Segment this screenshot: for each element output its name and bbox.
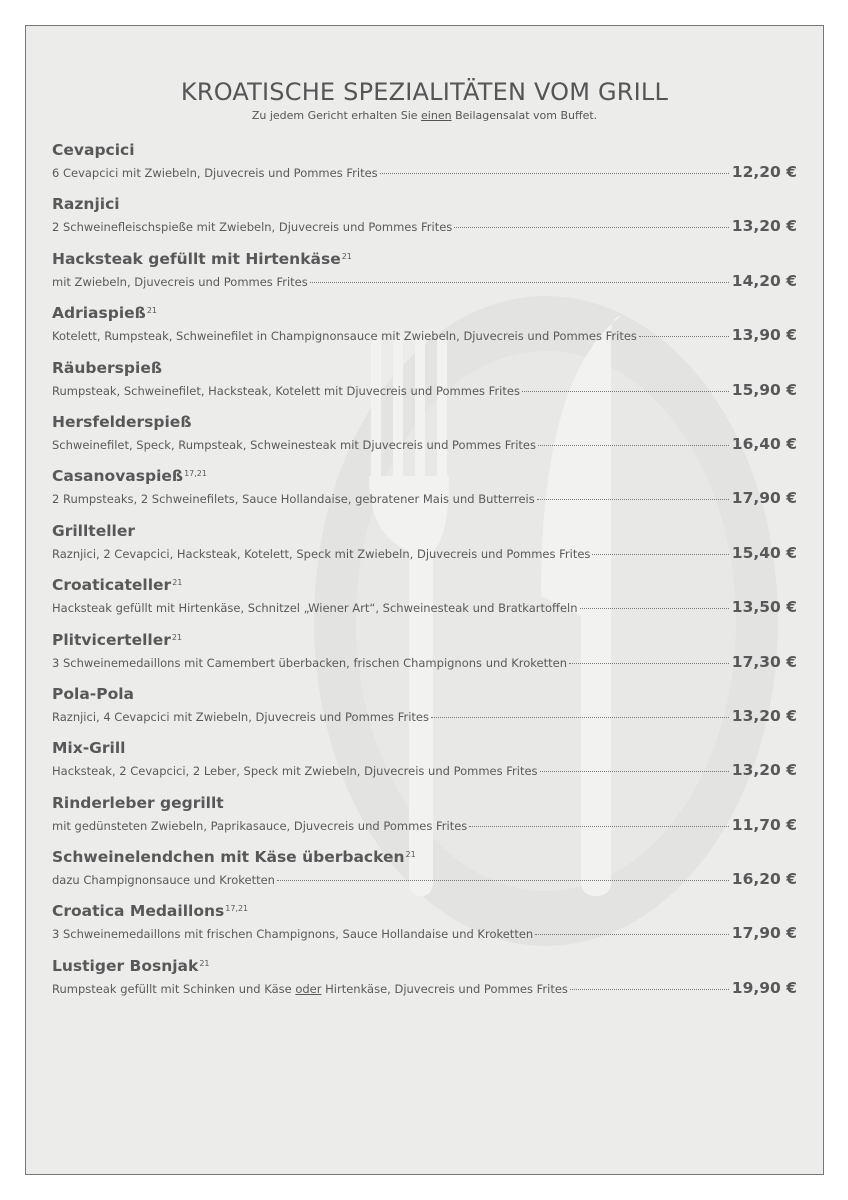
dot-leader [310,282,729,283]
dish-price: 13,90 € [731,326,797,345]
menu-item [52,249,797,303]
dish-price: 14,20 € [731,271,797,290]
dot-leader [538,445,729,446]
dish-name-text: Pola-Pola [52,684,134,703]
dish-description: 3 Schweinemedaillons mit Camembert überbacken, frischen Champignons und Kroketten [52,655,567,670]
dish-name [52,412,797,432]
dish-name-text: Mix-Grill [52,739,126,758]
dish-description: Rumpsteak, Schweinefilet, Hacksteak, Kotelett mit Djuvecreis und Pommes Frites [52,383,520,398]
dish-price: 17,30 € [731,652,797,671]
dish-name [52,738,797,758]
dish-price: 13,20 € [731,217,797,236]
dish-name [52,194,797,214]
dot-leader [535,934,729,935]
page-title: KROATISCHE SPEZIALITÄTEN VOM GRILL [180,78,669,106]
dish-row [52,760,797,780]
dish-description-underlined: oder [295,981,322,996]
subtitle-text-start: Zu jedem Gericht erhalten Sie [251,109,422,122]
dish-description: mit gedünsteten Zwiebeln, Paprikasauce, Djuvecreis und Pommes Frites [52,818,468,833]
dish-name [52,358,797,378]
dish-name-text: Rinderleber gegrillt [52,793,224,812]
allergen-note: 21 [171,632,183,642]
dish-name-text: Adriaspieß [52,304,146,323]
dish-description: 6 Cevapcici mit Zwiebeln, Djuvecreis und Pommes Frites [52,166,378,180]
dish-price: 19,90 € [731,978,797,997]
dot-leader [592,554,728,555]
menu-item [52,847,797,901]
menu-item [52,630,797,684]
dish-description: Hacksteak gefüllt mit Hirtenkäse, Schnitzel „Wiener Art“, Schweinesteak und Bratkartoffeln [52,601,578,616]
menu-item [52,901,797,955]
dot-leader [580,608,729,609]
menu-page [25,25,824,1175]
dish-name [52,140,797,160]
dish-row [52,815,797,835]
dish-description: Schweinefilet, Speck, Rumpsteak, Schweinesteak mit Djuvecreis und Pommes Frites [52,437,536,452]
menu-item [52,140,797,194]
dish-description: mit Zwiebeln, Djuvecreis und Pommes Frites [52,274,308,289]
dish-name [52,793,797,813]
dish-price: 13,50 € [731,598,797,617]
dish-name-text: Lustiger Bosnjak [52,956,199,975]
subtitle-text-end: Beilagensalat vom Buffet. [451,109,598,122]
dish-name-text: Casanovaspieß [52,467,184,486]
dish-price: 15,90 € [731,380,797,399]
dish-price: 17,90 € [731,924,797,943]
dish-row [52,869,797,889]
dish-name-text: Cevapcici [52,141,135,159]
menu-item [52,303,797,357]
dot-leader [522,391,729,392]
menu-item [52,575,797,629]
dish-name [52,847,797,867]
dish-price: 16,40 € [731,434,797,453]
dot-leader [469,826,728,827]
dish-name-text: Hersfelderspieß [52,412,192,431]
dish-name-text: Croaticateller [52,576,172,595]
dish-name-text: Raznjici [52,195,120,214]
menu-list [52,140,797,1010]
dot-leader [454,227,728,228]
dish-row [52,706,797,726]
dish-name-text: Räuberspieß [52,358,162,377]
dish-row [52,923,797,943]
dish-name [52,630,797,650]
dish-price: 15,40 € [731,543,797,562]
dish-description [52,980,568,998]
dish-row [52,271,797,291]
allergen-note: 21 [405,850,416,860]
dish-row [52,434,797,454]
page-subtitle [26,109,823,123]
dish-row [52,162,797,182]
dish-name [52,521,797,541]
dish-row [52,652,797,672]
allergen-note: 17,21 [225,904,249,914]
dish-name-text: Croatica Medaillons [52,902,225,921]
dish-row [52,216,797,236]
dot-leader [639,336,729,337]
dish-description-end: Hirtenkäse, Djuvecreis und Pommes Frites [321,981,568,996]
dish-price: 13,20 € [731,761,797,780]
menu-item [52,738,797,792]
dish-price: 11,70 € [731,815,797,834]
dish-name [52,303,797,323]
dot-leader [380,173,729,174]
menu-item [52,956,797,1010]
menu-item [52,466,797,520]
dish-description: 2 Schweinefleischspieße mit Zwiebeln, Djuvecreis und Pommes Frites [52,220,453,235]
dot-leader [569,663,729,664]
dish-name-text: Hacksteak gefüllt mit Hirtenkäse [52,249,341,268]
dish-row [52,597,797,617]
dish-row [52,978,797,998]
dish-description: Raznjici, 2 Cevapcici, Hacksteak, Kotelett, Speck mit Zwiebeln, Djuvecreis und Pommes Frites [52,546,591,561]
menu-item [52,194,797,248]
dish-name [52,956,797,976]
dish-name-text: Plitvicerteller [52,630,171,649]
dish-description-start: Rumpsteak gefüllt mit Schinken und Käse [52,981,296,996]
dish-name [52,575,797,595]
dish-name [52,901,797,921]
dot-leader [431,717,729,718]
dish-name [52,466,797,486]
subtitle-underlined-word: einen [421,109,452,122]
dish-name [52,684,797,704]
dish-row [52,543,797,563]
dish-price: 17,90 € [731,489,797,508]
dot-leader [570,989,729,990]
menu-item [52,793,797,847]
dish-description: Hacksteak, 2 Cevapcici, 2 Leber, Speck mit Zwiebeln, Djuvecreis und Pommes Frites [52,764,538,779]
dish-row [52,325,797,345]
dot-leader [537,499,729,500]
dish-price: 16,20 € [731,870,797,889]
dish-description: Raznjici, 4 Cevapcici mit Zwiebeln, Djuvecreis und Pommes Frites [52,709,429,724]
allergen-note: 21 [341,251,352,261]
allergen-note: 17,21 [184,469,207,479]
dish-description: dazu Champignonsauce und Kroketten [52,873,275,888]
dish-description: 2 Rumpsteaks, 2 Schweinefilets, Sauce Hollandaise, gebratener Mais und Butterreis [52,492,535,507]
menu-item [52,412,797,466]
menu-item [52,358,797,412]
dish-price: 12,20 € [731,163,797,181]
dish-price: 13,20 € [731,706,797,725]
menu-header [26,78,823,123]
dish-description: 3 Schweinemedaillons mit frischen Champignons, Sauce Hollandaise und Kroketten [52,927,534,942]
dish-name-text: Schweinelendchen mit Käse überbacken [52,848,405,867]
menu-item [52,684,797,738]
allergen-note: 21 [172,578,183,588]
allergen-note: 21 [146,306,157,316]
menu-item [52,521,797,575]
dish-name-text: Grillteller [52,521,136,540]
dot-leader [277,880,729,881]
dish-row [52,488,797,508]
allergen-note: 21 [199,958,210,968]
dish-description: Kotelett, Rumpsteak, Schweinefilet in Champignonsauce mit Zwiebeln, Djuvecreis und Pommes Frites [52,329,637,344]
dot-leader [540,771,729,772]
dish-row [52,380,797,400]
dish-name [52,249,797,269]
